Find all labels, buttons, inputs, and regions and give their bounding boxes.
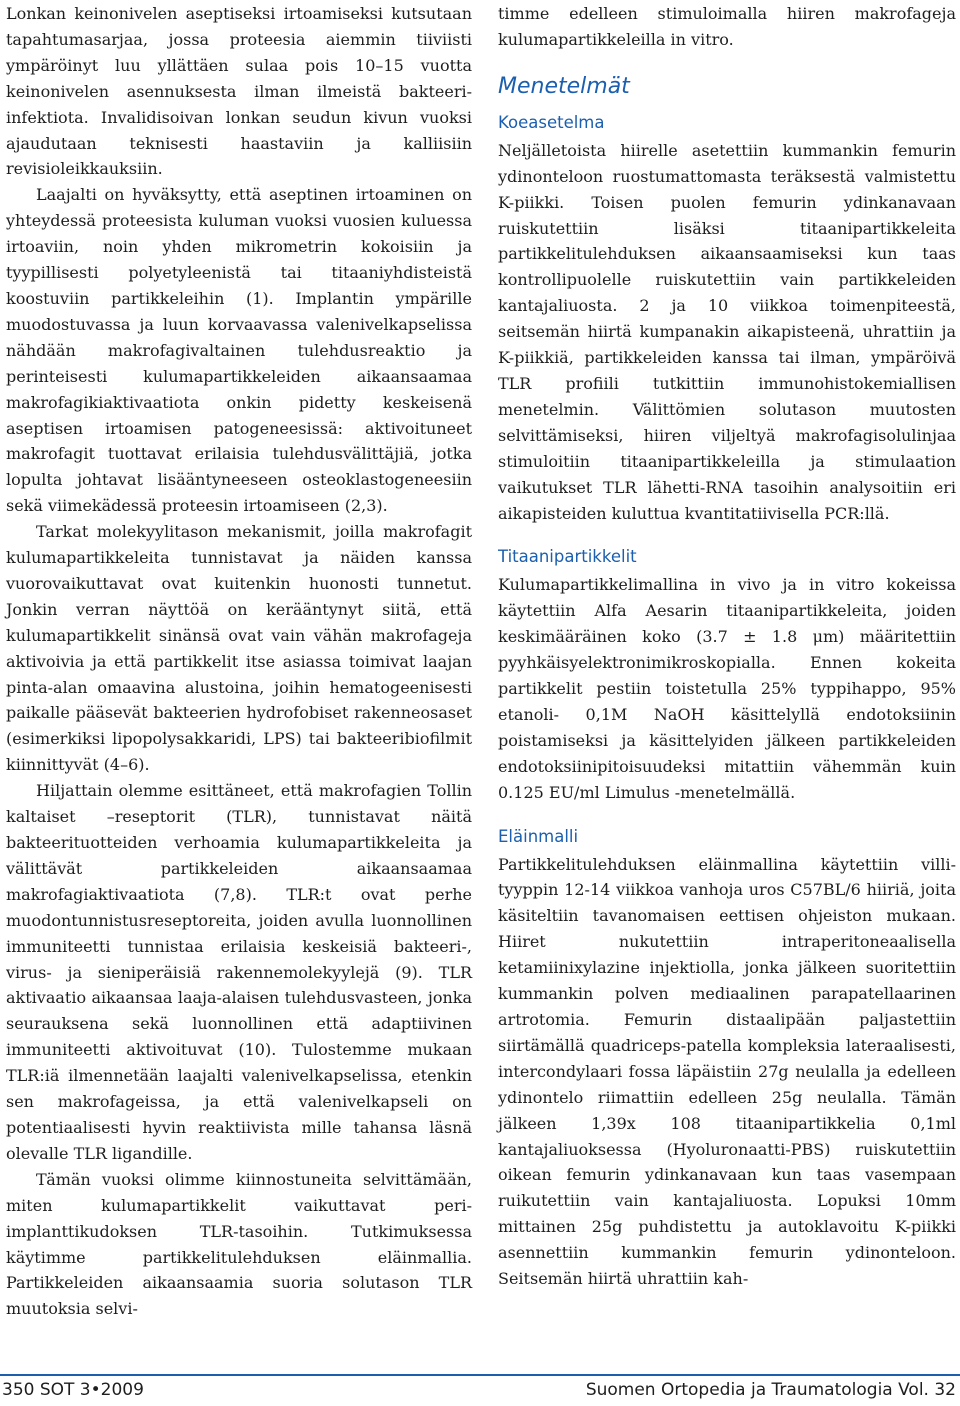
paragraph-continuation: timme edelleen stimuloimalla hiiren makrofageja kulumapartikkeleilla in vitro. bbox=[498, 4, 956, 49]
paragraph-intro: Lonkan keinonivelen aseptiseksi irtoamiseksi kutsutaan tapahtumasarjaa, jossa proteesia aiemmin tiiviisti ympäröinyt luu yllättäen sulaa pois 10–15 vuotta keinonivelen asennuksesta ilman ilmeistä bakteeri-infektiota. Invalidisoivan lonkan seudun kivun vuoksi ajaudutaan teknisesti haastaviin ja kalliisiin revisioleikkauksiin. bbox=[6, 4, 472, 179]
subheading-animal-model: Eläinmalli bbox=[498, 826, 579, 846]
subheading-titanium-particles: Titaanipartikkelit bbox=[498, 547, 637, 567]
right-column bbox=[498, 1, 956, 1292]
footer-divider bbox=[0, 1374, 960, 1376]
footer-issue: 350 SOT 3•2009 bbox=[2, 1380, 144, 1400]
paragraph-mechanisms: Tarkat molekyylitason mekanismit, joilla makrofagit kulumapartikkeleita tunnistavat ja näiden kanssa vuorovaikuttavat ovat kuitenkin huonosti tunnetut. Jonkin verran näyttöä on kerääntynyt siitä, että kulumapartikkelit sinänsä ovat vain vähän makrofageja aktivoivia ja että partikkelit itse asiassa toimivat laajan pinta-alan omaavina alustoina, joihin hematogeenisesti paikalle pääsevät bakteerien hydrofobiset rakenneosaset (esimerkiksi lipopolysakkaridi, LPS) tai bakteeribiofilmit kiinnittyvät (4–6). bbox=[6, 522, 472, 775]
paragraph-aim: Tämän vuoksi olimme kiinnostuneita selvittämään, miten kulumapartikkelit vaikuttavat peri-implanttikudoksen TLR-tasoihin. Tutkimuksessa käytimme partikkelitulehduksen eläinmallia. Partikkeleiden aikaansaamia suoria solutason TLR muutoksia selvi- bbox=[6, 1169, 472, 1319]
subheading-study-design: Koeasetelma bbox=[498, 112, 605, 132]
section-title-methods: Menetelmät bbox=[498, 73, 630, 99]
footer-journal: Suomen Ortopedia ja Traumatologia Vol. 32 bbox=[585, 1380, 956, 1400]
paragraph-animal-model: Partikkelitulehduksen eläinmallina käytettiin villi-tyyppin 12-14 viikkoa vanhoja uros C57BL/6 hiiriä, joita käsiteltiin tavanomaisen eettisen ohjeiston mukaan. Hiiret nukutettiin intraperitoneaalisella ketamiinixylazine injektiolla, jonka jälkeen suoritettiin kummankin polven mediaalinen parapatellaarinen artrotomia. Femurin distaalipään paljastettiin siirtämällä quadriceps-patella kompleksia lateraalisesti, intercondylaari fossa läpäistiin 27g neulalla ja edelleen ydinontelo riimattiin edelleen 25g neulalla. Tämän jälkeen 1,39x 108 titaanipartikkelia 0,1ml kantajaliuoksessa (Hyoluronaatti-PBS) ruiskutettiin oikean femurin ydinkanavaan kun taas vasempaan ruikutettiin vain kantajaliuosta. Lopuksi 10mm mittainen 25g puhdistettu ja autoklavoitu K-piikki asennettiin kummankin femurin ydinonteloon. Seitsemän hiirtä uhrattiin kah- bbox=[498, 854, 956, 1289]
paragraph-aseptic-loosening: Laajalti on hyväksytty, että aseptinen irtoaminen on yhteydessä proteesista kuluman vuoksi vuosien kuluessa irtoaviin, noin yhden mikrometrin kokoisiin ja tyypillisesti polyetyleenistä tai titaaniyhdisteistä koostuviin partikkeleihin (1). Implantin ympärille muodostuvassa ja luun korvaavassa valenivelkapselissa nähdään makrofagivaltainen tulehdusreaktio ja perinteisesti kulumapartikkeleiden aikaansaamaa makrofagikiaktivaatiota onkin pidetty keskeisenä aseptisen irtoamisen patogeneesissä: aktivoituneet makrofagit tuottavat erilaisia tulehdusvälittäjiä, jotka lopulta johtavat lisääntyneeseen osteoklastogeneesiin sekä viimekädessä proteesin irtoamiseen (2,3). bbox=[6, 185, 472, 516]
left-column bbox=[6, 1, 472, 1322]
paragraph-titanium-particles: Kulumapartikkelimallina in vivo ja in vitro kokeissa käytettiin Alfa Aesarin titaanipartikkeleita, joiden keskimääräinen koko (3.7 ± 1.8 μm) määritettiin pyyhkäisyelektronimikroskopialla. Ennen kokeita partikkelit pestiin toistetulla 25% typpihappo, 95% etanoli- 0,1M NaOH käsittelyllä endotoksiinin poistamiseksi ja käsittelyiden jälkeen partikkeleiden endotoksiinipitoisuudeksi mitattiin vähemmän kuin 0.125 EU/ml Limulus -menetelmällä. bbox=[498, 575, 956, 802]
paragraph-tlr: Hiljattain olemme esittäneet, että makrofagien Tollin kaltaiset –reseptorit (TLR), tunnistavat näitä bakteerituotteiden verhoamia kulumapartikkeleita ja välittävät partikkeleiden aikaansaamaa makrofagiaktivaatiota (7,8). TLR:t ovat perhe muodontunnistusreseptoreita, joiden avulla luonnollinen immuniteetti tunnistaa erilaisia keskeisiä bakteeri-, virus- ja sieniperäisiä rakennemolekyylejä (9). TLR aktivaatio aikaansaa laaja-alaisen tulehdusvasteen, jonka seurauksena sekä luonnollinen että adaptiivinen immuniteetti aktivoituvat (10). Tulostemme mukaan TLR:iä ilmennetään laajalti valenivelkapselissa, etenkin sen makrofageissa, ja että valenivelkapseli on potentiaalisesti hyvin reaktiivista mille tahansa läsnä olevalle TLR ligandille. bbox=[6, 781, 472, 1163]
paragraph-study-design: Neljälletoista hiirelle asetettiin kummankin femurin ydinonteloon ruostumattomasta teräksestä valmistettu K-piikki. Toisen puolen femurin ydinkanavaan ruiskutettiin lisäksi titaanipartikkeleita partikkelitulehduksen aikaansaamiseksi kun taas kontrollipuolelle ruiskutettiin vain partikkeleiden kantajaliuosta. 2 ja 10 viikkoa toimenpiteestä, seitsemän hiirtä kumpanakin aikapisteenä, uhrattiin ja K-piikkiä, partikkeleiden kanssa tai ilman, ympäröivä TLR profiili tutkittiin immunohistokemiallisen menetelmin. Välittömien solutason muutosten selvittämiseksi, hiiren viljeltyä makrofagisolulinjaa stimuloitiin titaanipartikkeleilla ja stimulaation vaikutukset TLR lähetti-RNA tasoihin analysoitiin eri aikapisteiden kuluttua kvantitatiivisella PCR:llä. bbox=[498, 140, 956, 523]
